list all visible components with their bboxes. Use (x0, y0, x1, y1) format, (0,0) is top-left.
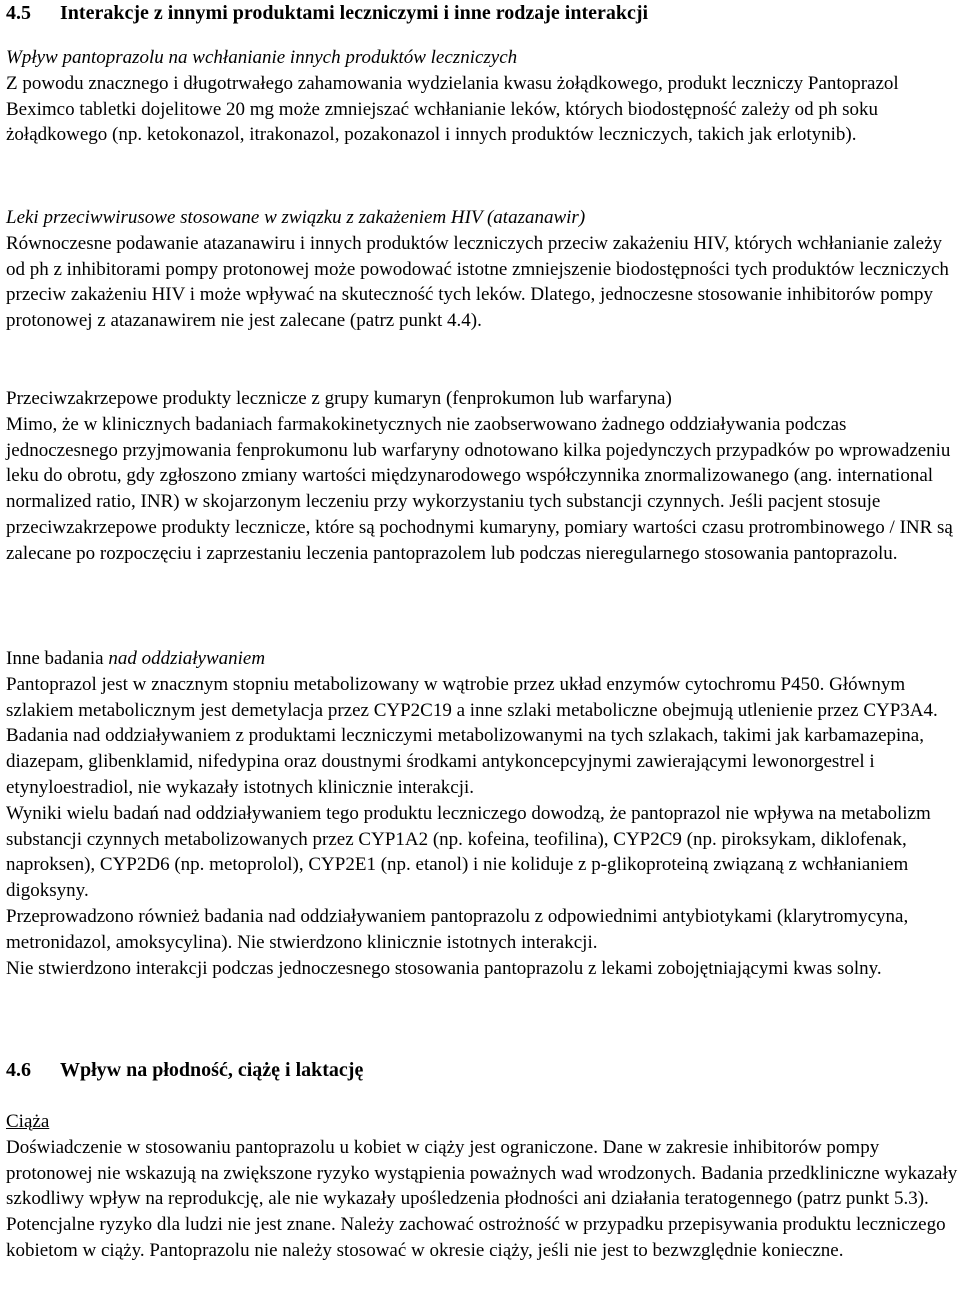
subsection-pregnancy (6, 1109, 958, 1264)
paragraph-anticoagulants: Mimo, że w klinicznych badaniach farmakokinetycznych nie zaobserwowano żadnego oddziaływania podczas jednoczesnego przyjmowania fenprokumonu lub warfaryny odnotowano kilka pojedynczych przypadków po wprowadzeniu leku do obrotu, gdy zgłoszono zmiany wartości międzynarodowego współczynnika znormalizowanego (ang. international normalized ratio, INR) w skojarzonym leczeniu przy wykorzystaniu tych substancji czynnych. Jeśli pacjent stosuje przeciwzakrzepowe produkty lecznicze, które są pochodnymi kumaryny, pomiary wartości czasu protrombinowego / INR są zalecane po rozpoczęciu i zaprzestaniu leczenia pantoprazolem lub podczas nieregularnego stosowania pantoprazolu. (6, 413, 953, 564)
paragraph-antiviral: Równoczesne podawanie atazanawiru i innych produktów leczniczych przeciw zakażeniu HIV, których wchłanianie zależy od ph z inhibitorami pompy protonowej może powodować istotne zmniejszenie biodostępności tych produktów leczniczych przeciw zakażeniu HIV i może wpływać na skuteczność tych leków. Dlatego, jednoczesne stosowanie inhibitorów pompy protonowej z atazanawirem nie jest zalecane (patrz punkt 4.4). (6, 232, 949, 332)
subsection-anticoagulants (6, 386, 958, 567)
paragraph-no-effect: Wyniki wielu badań nad oddziaływaniem tego produktu leczniczego dowodzą, że pantoprazol nie wpływa na metabolizm substancji czynnych metabolizowanych przez CYP1A2 (np. kofeina, teofilina), CYP2C9 (np. piroksykam, diklofenak, naproksen), CYP2D6 (np. metoprolol), CYP2E1 (np. etanol) i nie koliduje z p-glikoproteiną związaną z wchłanianiem digoksyny. (6, 802, 931, 902)
section-number: 4.5 (6, 2, 31, 24)
section-number: 4.6 (6, 1059, 31, 1081)
subsection-heading-absorption: Wpływ pantoprazolu na wchłanianie innych produktów leczniczych (6, 47, 518, 68)
subsection-other-studies (6, 646, 958, 981)
paragraph-cyp-studies: Badania nad oddziaływaniem z produktami leczniczymi metabolizowanymi na tych szlakach, takimi jak karbamazepina, diazepam, glibenklamid, nifedypina oraz doustnymi środkami antykoncepcyjnymi zawierającymi lewonorgestrel i etynyloestradiol, nie wykazały istotnych klinicznie interakcji. (6, 725, 924, 798)
subsection-absorption (6, 45, 958, 148)
subsection-heading-other-studies (6, 646, 958, 672)
section-heading-4-6 (6, 1058, 363, 1084)
subsection-antiviral (6, 205, 958, 334)
heading-italic-part: nad oddziaływaniem (108, 648, 266, 669)
paragraph-metabolism: Pantoprazol jest w znacznym stopniu metabolizowany w wątrobie przez układ enzymów cytochromu P450. Głównym szlakiem metabolicznym jest demetylacja przez CYP2C19 a inne szlaki metaboliczne obejmują utlenienie przez CYP3A4. (6, 673, 938, 721)
section-title: Interakcje z innymi produktami leczniczymi i inne rodzaje interakcji (60, 2, 649, 24)
subsection-heading-antiviral: Leki przeciwwirusowe stosowane w związku z zakażeniem HIV (atazanawir) (6, 207, 586, 228)
paragraph-absorption: Z powodu znacznego i długotrwałego zahamowania wydzielania kwasu żołądkowego, produkt leczniczy Pantoprazol Beximco tabletki dojelitowe 20 mg może zmniejszać wchłanianie leków, których biodostępność zależy od ph soku żołądkowego (np. ketokonazol, itrakonazol, pozakonazol i innych produktów leczniczych, takich jak erlotynib). (6, 72, 899, 146)
paragraph-antacids: Nie stwierdzono interakcji podczas jednoczesnego stosowania pantoprazolu z lekami zobojętniającymi kwas solny. (6, 957, 882, 979)
heading-plain-part: Inne badania (6, 648, 109, 669)
section-heading-4-5 (6, 1, 648, 27)
section-title: Wpływ na płodność, ciążę i laktację (60, 1059, 364, 1081)
subsection-heading-pregnancy: Ciąża (6, 1111, 50, 1132)
subsection-heading-anticoagulants: Przeciwzakrzepowe produkty lecznicze z grupy kumaryn (fenprokumon lub warfaryna) (6, 388, 672, 409)
paragraph-pregnancy: Doświadczenie w stosowaniu pantoprazolu u kobiet w ciąży jest ograniczone. Dane w zakresie inhibitorów pompy protonowej nie wskazują na zwiększone ryzyko wystąpienia poważnych wad wrodzonych. Badania przedkliniczne wykazały szkodliwy wpływ na reprodukcję, ale nie wykazały upośledzenia płodności ani działania teratogennego (patrz punkt 5.3). Potencjalne ryzyko dla ludzi nie jest znane. Należy zachować ostrożność w przypadku przepisywania produktu leczniczego kobietom w ciąży. Pantoprazolu nie należy stosować w okresie ciąży, jeśli nie jest to bezwzględnie konieczne. (6, 1136, 958, 1261)
paragraph-antibiotics: Przeprowadzono również badania nad oddziaływaniem pantoprazolu z odpowiednimi antybiotykami (klarytromycyna, metronidazol, amoksycylina). Nie stwierdzono klinicznie istotnych interakcji. (6, 905, 909, 953)
